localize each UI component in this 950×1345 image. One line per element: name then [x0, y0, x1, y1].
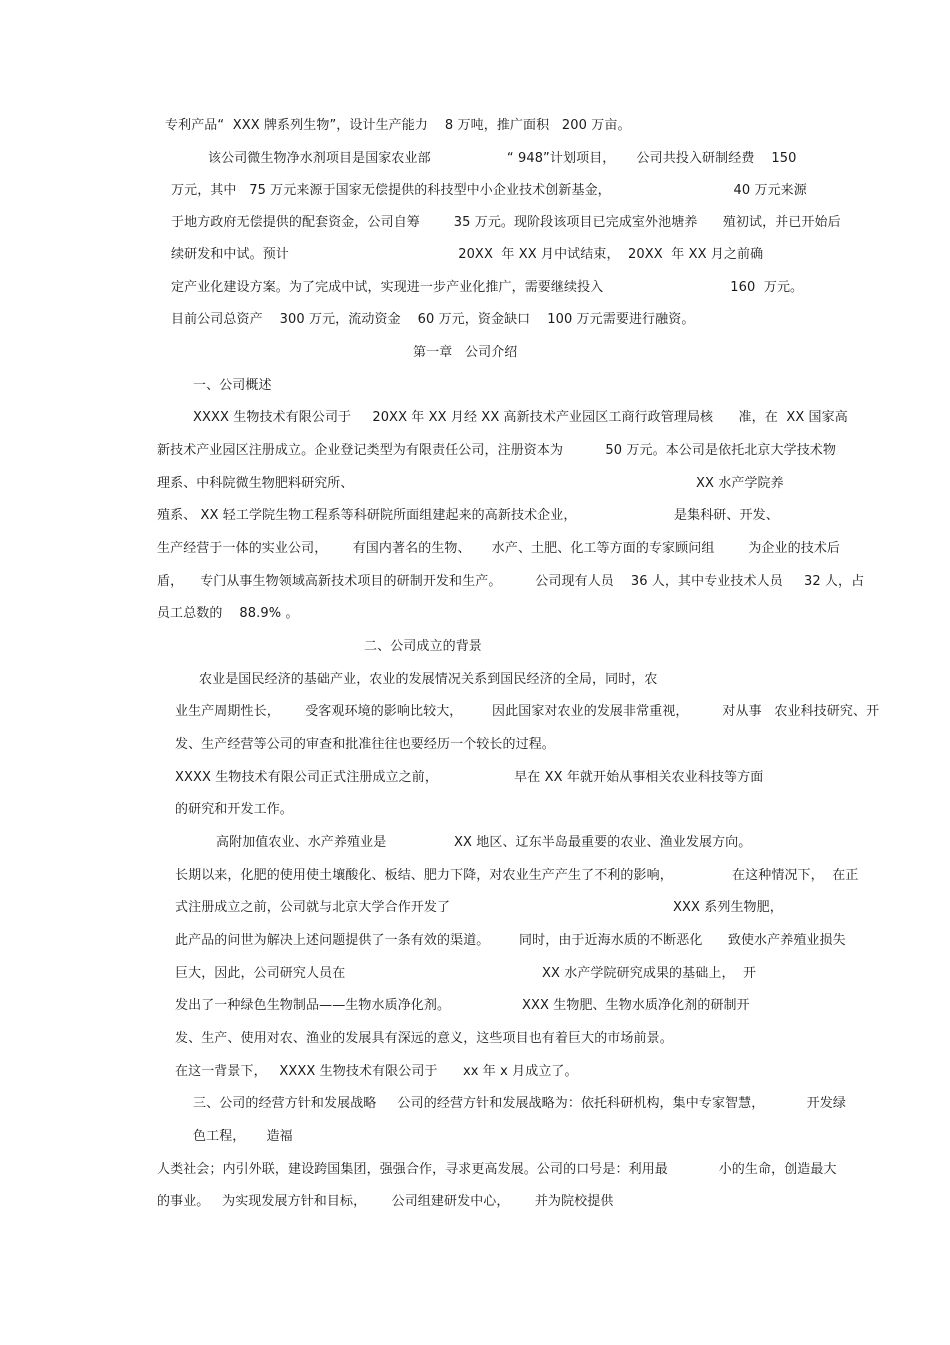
text-line: 长期以来，化肥的使用使土壤酸化、板结、肥力下降，对农业生产产生了不利的影响， 在这种情况下， 在正	[175, 868, 859, 883]
text-line: 式注册成立之前，公司就与北京大学合作开发了	[175, 900, 451, 915]
text-line: XXXX 生物技术有限公司正式注册成立之前， 早在 XX 年就开始从事相关农业科技等方面	[175, 770, 764, 785]
text-line: 高附加值农业、水产养殖业是 XX 地区、辽东半岛最重要的农业、渔业发展方向。	[216, 835, 752, 850]
text-line: 员工总数的 88.9% 。	[157, 606, 299, 621]
text-line: 业生产周期性长， 受客观环境的影响比较大， 因此国家对农业的发展非常重视， 对从事 农业科技研究、开	[175, 704, 880, 719]
text-line: 农业是国民经济的基础产业，农业的发展情况关系到国民经济的全局，同时，农	[199, 672, 658, 687]
chapter-title: 第一章 公司介绍	[413, 345, 518, 360]
text-line: 盾， 专门从事生物领域高新技术项目的研制开发和生产。 公司现有人员 36 人，其中专业技术人员 32 人，占	[157, 574, 865, 589]
text-line: 殖系、 XX 轻工学院生物工程系等科研院所面组建起来的高新技术企业，	[157, 508, 577, 523]
text-line: 目前公司总资产 300 万元，流动资金 60 万元，资金缺口 100 万元需要进行融资。	[171, 312, 695, 327]
text-line: 于地方政府无偿提供的配套资金，公司自筹 35 万元。现阶段该项目已完成室外池塘养 殖初试，并已开始后	[171, 215, 841, 230]
section-heading: 二、公司成立的背景	[364, 639, 482, 654]
text-line: 是集科研、开发、	[674, 508, 779, 523]
text-line: 人类社会；内引外联，建设跨国集团，强强合作，寻求更高发展。公司的口号是：利用最 小的生命，创造最大	[157, 1162, 837, 1177]
text-line: XX 水产学院研究成果的基础上， 开	[542, 966, 757, 981]
text-line: 专利产品“ XXX 牌系列生物”，设计生产能力 8 万吨，推广面积 200 万亩。	[165, 118, 631, 133]
section-heading: 一、公司概述	[193, 378, 272, 393]
text-line: 的研究和开发工作。	[175, 802, 293, 817]
text-line: 此产品的问世为解决上述问题提供了一条有效的渠道。 同时，由于近海水质的不断恶化 致使水产养殖业损失	[175, 933, 846, 948]
text-line: XXXX 生物技术有限公司于 20XX 年 XX 月经 XX 高新技术产业园区工商行政管理局核 准，在 XX 国家高	[193, 410, 848, 425]
text-line: 发、生产、使用对农、渔业的发展具有深远的意义，这些项目也有着巨大的市场前景。	[175, 1031, 673, 1046]
text-line: XXX 系列生物肥，	[673, 900, 783, 915]
text-line: 巨大，因此，公司研究人员在	[175, 966, 346, 981]
text-line: 在这一背景下， XXXX 生物技术有限公司于 xx 年 x 月成立了。	[175, 1064, 578, 1079]
text-line: 新技术产业园区注册成立。企业登记类型为有限责任公司，注册资本为 50 万元。本公司是依托北京大学技术物	[157, 443, 836, 458]
text-line: XXX 生物肥、生物水质净化剂的研制开	[522, 998, 750, 1013]
text-line: 万元，其中 75 万元来源于国家无偿提供的科技型中小企业技术创新基金， 40 万元来源	[171, 183, 807, 198]
text-line: 的事业。 为实现发展方针和目标， 公司组建研发中心， 并为院校提供	[157, 1194, 614, 1209]
text-line: 发、生产经营等公司的审查和批准往往也要经历一个较长的过程。	[175, 737, 555, 752]
text-line: XX 水产学院养	[696, 476, 784, 491]
text-line: 生产经营于一体的实业公司， 有国内著名的生物、 水产、土肥、化工等方面的专家顾问组 为企业的技术后	[157, 541, 841, 556]
section-heading: 三、公司的经营方针和发展战略 公司的经营方针和发展战略为：依托科研机构，集中专家智慧， 开发绿	[193, 1096, 846, 1111]
text-line: 色工程， 造福	[193, 1129, 293, 1144]
text-line: 理系、中科院微生物肥料研究所、	[157, 476, 354, 491]
text-line: 续研发和中试。预计 20XX 年 XX 月中试结束， 20XX 年 XX 月之前确	[171, 247, 764, 262]
text-line: 该公司微生物净水剂项目是国家农业部 “ 948”计划项目， 公司共投入研制经费 150	[208, 151, 797, 166]
text-line: 定产业化建设方案。为了完成中试，实现进一步产业化推广，需要继续投入 160 万元。	[171, 280, 804, 295]
text-line: 发出了一种绿色生物制品——生物水质净化剂。	[175, 998, 451, 1013]
